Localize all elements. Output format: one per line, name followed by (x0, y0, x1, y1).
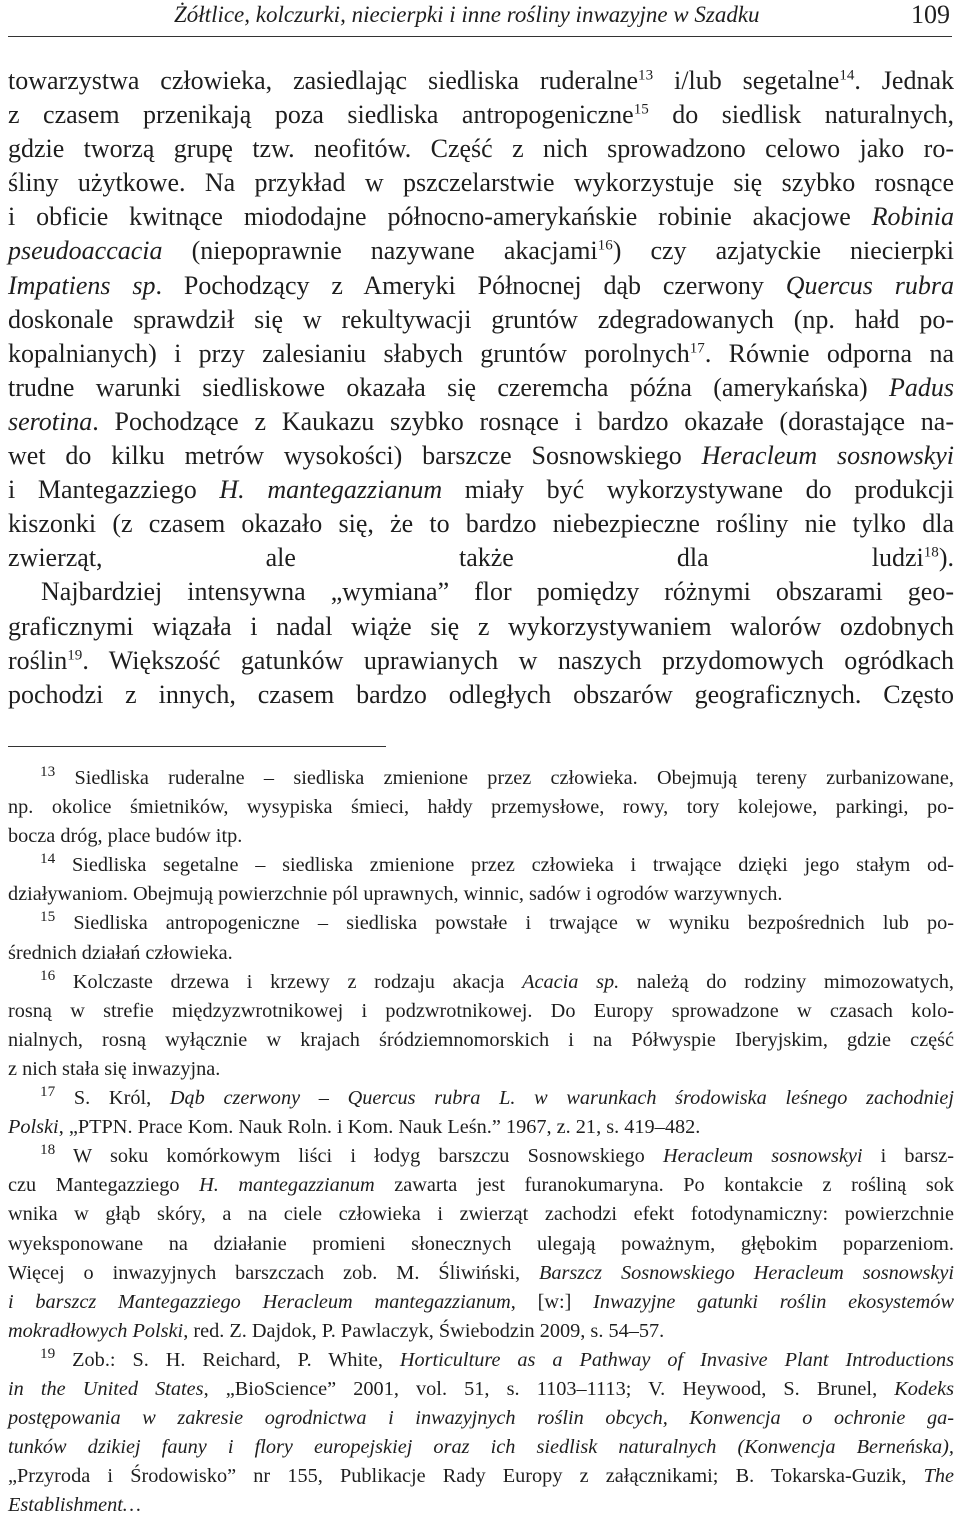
text-line: wet do kilku metrów wysokości) barszcze Sosnowskiego Heracleum sosnowskyi (8, 441, 955, 471)
text-line: pochodzi z innych, czasem bardzo odległych obszarów geograficznych. Często (8, 679, 954, 709)
paragraph (8, 64, 954, 575)
running-header (8, 0, 952, 37)
text-line: śliny użytkowe. Na przykład w pszczelarstwie wykorzystuje się szybko rosnące (8, 168, 954, 198)
text-line: Najbardziej intensywna „wymiana” flor pomiędzy różnymi obszarami geo- (41, 577, 954, 607)
footnote-number: 18 (40, 1141, 56, 1159)
footnote-number: 19 (40, 1345, 56, 1363)
text-line: z czasem przenikają poza siedliska antropogeniczne$^{15}$ do siedlisk naturalnych, (8, 100, 954, 130)
text-line: i Mantegazziego H. mantegazzianum miały być wykorzystywane do produkcji (8, 475, 954, 505)
footnote-18: $^{18}$ W soku komórkowym liści i łodyg barszczu Sosnowskiego Heracleum sosnowskyi i barsz- czu Mantegazziego H. mantegazzianum zawarta jest furanokumaryna. Po kontakcie z rośliną sok wnika w głąb skóry, a na ciele człowieka i zwierząt zachodzi efekt fotodynamiczny: powierzchnie wyeksponowane na działanie promieni słonecznych ulegają poważnym, głębokim poparzeniom. Więcej o inwazyjnych barszczach zob. M. Śliwiński, Barszcz Sosnowskiego Heracleum sosnowskyi i barszcz Mantegazziego Heracleum mantegazzianum, [w:] Inwazyjne gatunki roślin ekosystemów mokradłowych Polski, red. Z. Dajdok, P. Pawlaczyk, Świebodzin 2009, s. 54–57. (8, 1141, 955, 1342)
text-line: roślin$^{19}$. Większość gatunków uprawianych w naszych przydomowych ogródkach (8, 645, 954, 675)
footnote-15: $^{15}$ Siedliska antropogeniczne – siedliska powstałe i trwające w wyniku bezpośrednich lub po- średnich działań człowieka. (8, 908, 954, 964)
page-number: 109 (911, 0, 950, 29)
text-line: gdzie tworzą grupę tzw. neofitów. Część z nich sprowadzono celowo jako ro- (8, 134, 954, 164)
footnote-ref[interactable]: 14 (839, 67, 855, 84)
body-text (8, 64, 954, 712)
footnote-number: 16 (40, 966, 56, 984)
footnote-number: 13 (40, 763, 56, 781)
footnote-ref[interactable]: 13 (638, 67, 654, 84)
footnote-ref[interactable]: 17 (689, 340, 705, 357)
text-line: graficznymi wiązała i nadal wiąże się z wykorzystywaniem walorów ozdobnych (8, 611, 954, 641)
text-line: kiszonki (z czasem okazało się, że to bardzo niebezpieczne rośliny nie tylko dla (8, 509, 954, 539)
footnotes (8, 764, 954, 1520)
footnote-ref[interactable]: 19 (67, 646, 83, 663)
footnote-17: $^{17}$ S. Król, Dąb czerwony – Quercus rubra L. w warunkach środowiska leśnego zachodniej Polski, „PTPN. Prace Kom. Nauk Roln. i Kom. Nauk Leśn.” 1967, z. 21, s. 419–482. (8, 1083, 954, 1139)
paragraph (8, 575, 954, 711)
footnote-number: 17 (40, 1083, 56, 1101)
text-line: pseudoaccacia (niepoprawnie nazywane akacjami$^{16}$) czy azjatyckie niecierpki (8, 236, 954, 266)
footnote-16: $^{16}$ Kolczaste drzewa i krzewy z rodzaju akacja Acacia sp. należą do rodziny mimozowatych, rosną w strefie międzyzwrotnikowej i podzwrotnikowej. Do Europy sprowadzone w czasach kolo- nialnych, rosną wyłącznie w krajach śródziemnomorskich i na Półwyspie Iberyjskim, gdzie część z nich stała się inwazyjna. (8, 966, 955, 1080)
text-line: Impatiens sp. Pochodzący z Ameryki Północnej dąb czerwony Quercus rubra (8, 270, 954, 300)
footnote-number: 15 (40, 908, 56, 926)
footnote-separator (8, 746, 386, 747)
footnote-ref[interactable]: 18 (923, 544, 939, 561)
text-line: doskonale sprawdził się w rekultywacji gruntów zdegradowanych (np. hałd po- (8, 304, 954, 334)
text-line: trudne warunki siedliskowe okazała się czeremcha późna (amerykańska) Padus (8, 372, 954, 402)
text-line: i obficie kwitnące miododajne północno-amerykańskie robinie akacjowe Robinia (8, 202, 954, 232)
footnote-19: $^{19}$ Zob.: S. H. Reichard, P. White, Horticulture as a Pathway of Invasive Plant Introductions in the United States, „BioScience” 2001, vol. 51, s. 1103–1113; V. Heywood, S. Brunel, Kodeks postępowania w zakresie ogrodnictwa i inwazyjnych roślin obcych, Konwencja o ochronie ga- tunków dzikiej fauny i flory europejskiej oraz ich siedlisk naturalnych (Konwencja Berneńska), „Przyroda i Środowisko” nr 155, Publikacje Rady Europy z załącznikami; B. Tokarska-Guzik, The Establishment… (8, 1345, 954, 1517)
text-line: serotina. Pochodzące z Kaukazu szybko rosnące i bardzo okazałe (dorastające na- (8, 406, 954, 436)
footnote-13: $^{13}$ Siedliska ruderalne – siedliska zmienione przez człowieka. Obejmują tereny zurbanizowane, np. okolice śmietników, wysypiska śmieci, hałdy przemysłowe, rowy, tory kolejowe, parkingi, po- bocza dróg, place budów itp. (8, 763, 954, 848)
footnote-14: $^{14}$ Siedliska segetalne – siedliska zmienione przez człowieka i trwające dzięki jego stałym od- działywaniom. Obejmują powierzchnie pól uprawnych, winnic, sadów i ogrodów warzywnych. (8, 850, 955, 906)
running-title: Żółtlice, kolczurki, niecierpki i inne rośliny inwazyjne w Szadku (174, 2, 760, 27)
text-line: towarzystwa człowieka, zasiedlając siedliska ruderalne$^{13}$ i/lub segetalne$^{14}$. Jednak (8, 66, 954, 95)
footnote-ref[interactable]: 16 (597, 237, 613, 254)
footnote-number: 14 (40, 850, 56, 868)
text-line: kopalnianych) i przy zalesianiu słabych gruntów porolnych$^{17}$. Równie odporna na (8, 338, 954, 368)
text-line: zwierząt, ale także dla ludzi$^{18}$). (8, 543, 954, 573)
footnote-ref[interactable]: 15 (633, 101, 649, 118)
